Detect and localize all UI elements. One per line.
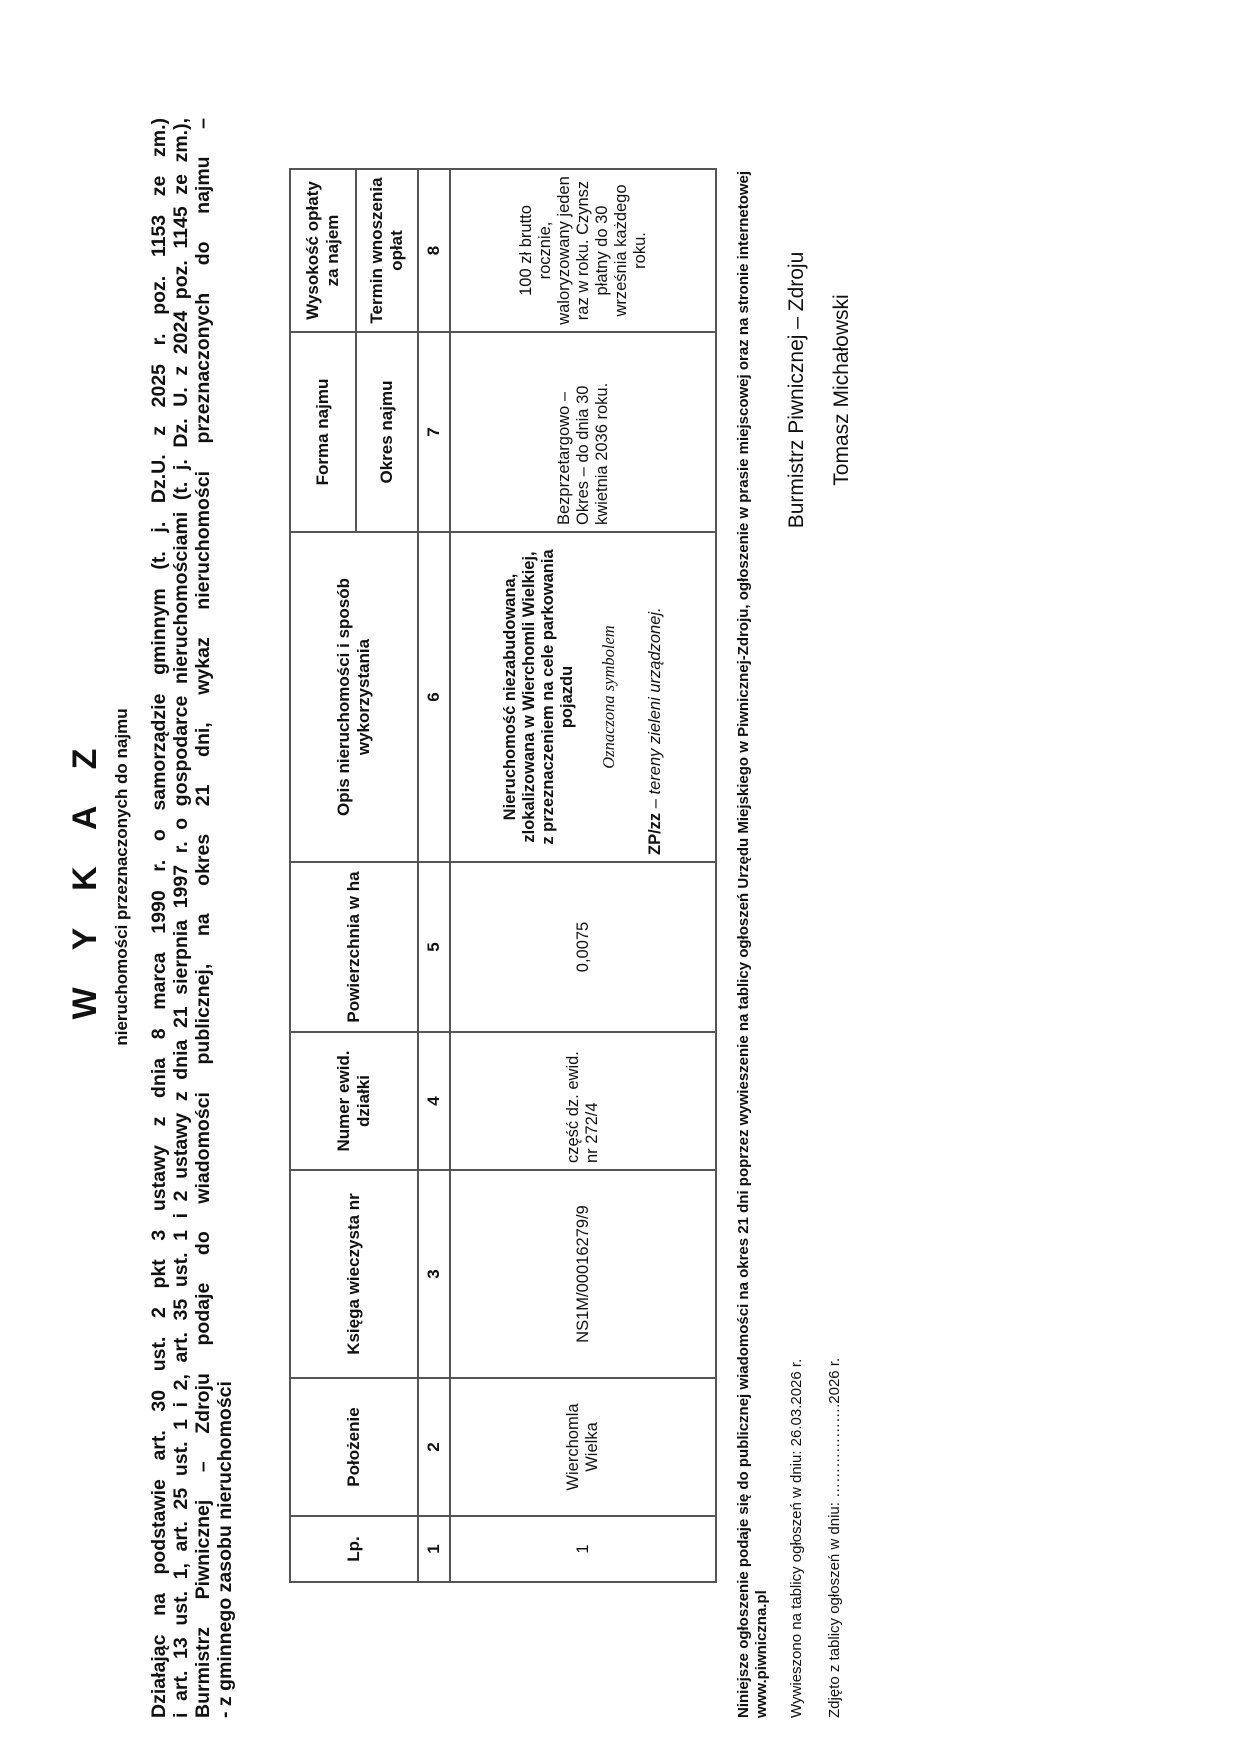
signature-name: Tomasz Michałowski bbox=[830, 294, 853, 486]
forma-text: Bezprzetargowo – bbox=[554, 392, 573, 525]
column-number: 2 bbox=[418, 1378, 450, 1516]
property-table bbox=[289, 168, 717, 1583]
column-number: 3 bbox=[418, 1170, 450, 1378]
header-opis: Opis nieruchomości i sposób wykorzystania bbox=[290, 532, 418, 862]
cell-polozenie: Wierchomla Wielka bbox=[450, 1378, 716, 1516]
intro-paragraph bbox=[148, 118, 236, 1718]
cell-lp: 1 bbox=[450, 1516, 716, 1582]
footer-removed: Zdjęto z tablicy ogłoszeń w dniu: ……………….2026 r. bbox=[826, 1357, 843, 1718]
cell-oplata: 100 zł brutto rocznie, waloryzowany jeden raz w roku. Czynsz płatny do 30 września każdego roku. bbox=[450, 169, 716, 332]
cell-forma-okres bbox=[450, 332, 716, 532]
column-number: 1 bbox=[418, 1516, 450, 1582]
column-number: 8 bbox=[418, 169, 450, 332]
header-polozenie: Położenie bbox=[290, 1378, 418, 1516]
header-powierzchnia: Powierzchnia w ha bbox=[290, 862, 418, 1032]
cell-numer: część dz. ewid. nr 272/4 bbox=[450, 1032, 716, 1170]
footer-notice: Niniejsze ogłoszenie podaje się do publicznej wiadomości na okres 21 dni poprzez wywieszenie na tablicy ogłoszeń Urzędu Miejskiego w Piwnicznej-Zdroju, ogłoszenie w prasie miejscowej oraz na stronie internetowej www.piwniczna.pl bbox=[735, 170, 770, 1718]
cell-powierzchnia: 0,0075 bbox=[450, 862, 716, 1032]
signature-role: Burmistrz Piwnicznej – Zdroju bbox=[785, 251, 808, 529]
header-okres: Okres najmu bbox=[356, 332, 418, 532]
opis-purpose: z przeznaczeniem na cele parkowania pojazdu bbox=[539, 549, 576, 845]
header-forma: Forma najmu bbox=[290, 332, 356, 532]
header-lp: Lp. bbox=[290, 1516, 418, 1582]
column-number: 7 bbox=[418, 332, 450, 532]
column-number: 5 bbox=[418, 862, 450, 1032]
table-row bbox=[450, 169, 716, 1582]
opis-symbol-desc: – tereny zieleni urządzonej. bbox=[646, 607, 664, 809]
header-numer: Numer ewid. działki bbox=[290, 1032, 418, 1170]
document-subtitle: nieruchomości przeznaczonych do najmu bbox=[112, 708, 131, 1046]
footer-posted: Wywieszono na tablicy ogłoszeń w dniu: 26.03.2026 r. bbox=[788, 1358, 805, 1718]
header-termin: Termin wnoszenia opłat bbox=[356, 169, 418, 332]
header-ksiega: Księga wieczysta nr bbox=[290, 1170, 418, 1378]
cell-ksiega: NS1M/00016279/9 bbox=[450, 1170, 716, 1378]
opis-symbol: ZP/zz bbox=[646, 812, 664, 855]
intro-line: Burmistrz Piwnicznej – Zdroju podaje do wiadomości publicznej, na okres 21 dni, wykaz nieruchomości przeznaczonych do najmu – bbox=[192, 118, 214, 1718]
cell-opis bbox=[450, 532, 716, 862]
column-number: 6 bbox=[418, 532, 450, 862]
opis-text: Nieruchomość niezabudowana, zlokalizowana w Wierchomli Wielkiej, bbox=[501, 551, 538, 843]
document-title: W Y K A Z bbox=[66, 734, 104, 1020]
intro-line: i art. 13 ust. 1, art. 25 ust. 1 i 2, art. 35 ust. 1 i 2 ustawy z dnia 21 sierpnia 1997 r. o gospodarce nieruchomościami (t. j. Dz. U. z 2024 poz. 1145 ze zm.), bbox=[170, 118, 192, 1718]
intro-line: Działając na podstawie art. 30 ust. 2 pkt 3 ustawy z dnia 8 marca 1990 r. o samorządzie gminnym (t. j. Dz.U. z 2025 r. poz. 1153 ze zm.) bbox=[148, 118, 170, 1718]
intro-line: - z gminnego zasobu nieruchomości bbox=[214, 1381, 236, 1718]
table-header-row bbox=[290, 169, 356, 1582]
column-number: 4 bbox=[418, 1032, 450, 1170]
header-wysokosc: Wysokość opłaty za najem bbox=[290, 169, 356, 332]
okres-text: Okres – do dnia 30 kwietnia 2036 roku. bbox=[573, 382, 611, 525]
opis-symbol-label: Oznaczona symbolem bbox=[599, 625, 618, 769]
column-number-row bbox=[418, 169, 450, 1582]
opis-symbol-line bbox=[646, 539, 665, 855]
